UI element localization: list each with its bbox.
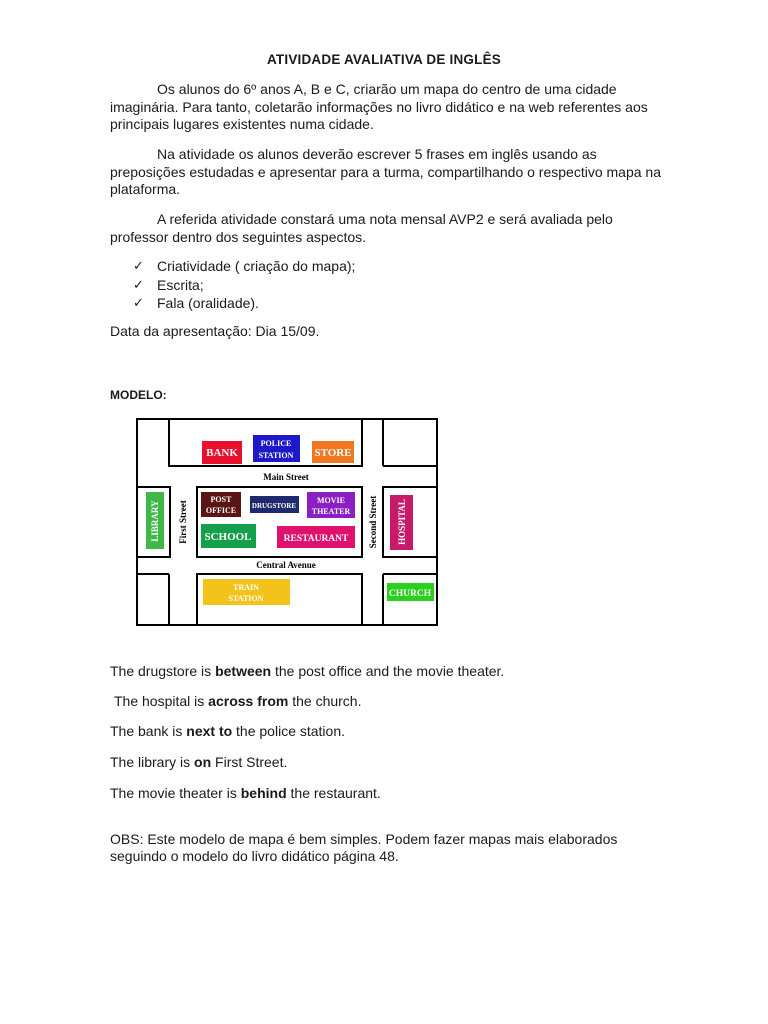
post-office-building: [201, 492, 241, 517]
svg-text:TRAIN: TRAIN: [233, 583, 259, 592]
obs-note: OBS: Este modelo de mapa é bem simples. Podem fazer mapas mais elaborados seguindo o modelo do livro didático página 48.: [110, 831, 618, 864]
modelo-label: MODELO:: [110, 388, 167, 402]
second-street-label: Second Street: [368, 495, 378, 549]
school-label: SCHOOL: [204, 531, 252, 543]
presentation-date: Data da apresentação: Dia 15/09.: [110, 323, 320, 339]
hospital-label: HOSPITAL: [397, 499, 407, 545]
restaurant-building: [277, 526, 355, 548]
bank-label: BANK: [206, 447, 238, 459]
sentence-4: The library is on First Street.: [110, 754, 288, 770]
checkmark-icon: ✓: [133, 295, 144, 310]
svg-text:POLICE: POLICE: [260, 439, 292, 448]
svg-text:THEATER: THEATER: [311, 507, 351, 516]
central-avenue-label: Central Avenue: [256, 560, 316, 570]
city-map: [136, 418, 438, 626]
sentence-1: The drugstore is between the post office and the movie theater.: [110, 663, 505, 679]
sentence-3: The bank is next to the police station.: [110, 723, 346, 739]
drugstore-building: [250, 496, 299, 513]
train-station-building: [203, 579, 290, 605]
checklist-item: ✓ Criatividade ( criação do mapa);: [133, 258, 356, 274]
checklist-item: ✓ Fala (oralidade).: [133, 295, 259, 311]
checkmark-icon: ✓: [133, 276, 144, 292]
paragraph-3: A referida atividade constará uma nota mensal AVP2 e será avaliada pelo professor dentro dos seguintes aspectos.: [110, 211, 613, 245]
svg-text:STATION: STATION: [228, 594, 264, 603]
paragraph-1: Os alunos do 6º anos A, B e C, criarão um mapa do centro de uma cidade imaginária. Para tanto, coletarão informações no livro didático e na web referentes aos principais lugares existentes numa cidade.: [110, 81, 648, 132]
svg-text:STATION: STATION: [258, 451, 294, 460]
church-label: CHURCH: [388, 589, 432, 599]
svg-text:MOVIE: MOVIE: [317, 496, 345, 505]
store-label: STORE: [314, 447, 352, 459]
sentence-5: The movie theater is behind the restaurant.: [110, 785, 381, 801]
church-building: [387, 583, 434, 601]
main-street-label: Main Street: [263, 472, 309, 482]
svg-text:POST: POST: [210, 495, 232, 504]
evaluation-checklist: [133, 257, 355, 313]
document-title: ATIVIDADE AVALIATIVA DE INGLÊS: [266, 52, 501, 67]
checklist-item: ✓ Escrita;: [133, 276, 204, 293]
school-building: [201, 524, 256, 548]
movie-theater-building: [307, 492, 355, 518]
svg-text:OFFICE: OFFICE: [205, 506, 237, 515]
drugstore-label: DRUGSTORE: [251, 502, 297, 510]
library-label: LIBRARY: [150, 500, 160, 542]
library-building: [146, 492, 164, 549]
restaurant-label: RESTAURANT: [283, 534, 349, 544]
sentence-2: The hospital is across from the church.: [114, 693, 362, 709]
paragraph-2: Na atividade os alunos deverão escrever 5 frases em inglês usando as preposições estudadas e apresentar para a turma, compartilhando o respectivo mapa na plataforma.: [110, 146, 661, 197]
first-street-label: First Street: [178, 500, 188, 544]
police-station-building: [253, 435, 300, 462]
checkmark-icon: ✓: [133, 258, 144, 273]
store-building: [312, 441, 354, 463]
bank-building: [202, 441, 242, 464]
hospital-building: [390, 495, 413, 550]
